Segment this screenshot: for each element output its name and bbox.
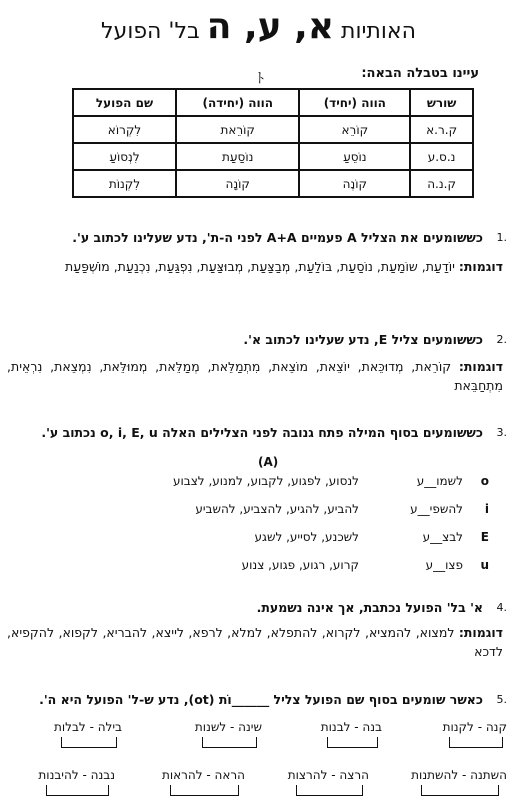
vowel-pattern: לשמו__ע <box>416 474 463 488</box>
examples-text: יוֹדַעַת, שוֹמַעַת, נוֹסַעַת, בּוֹלַעַת, מְבַצַּעַת, מְבוּצַּעַת, נִפְגַּעַת, נִכְנַעַת, מוֹשְׁפַּעַת <box>65 259 455 274</box>
examples-label: דוגמות: <box>458 625 503 640</box>
rule-item-4 <box>7 598 507 661</box>
examples-text: למצוא, להמציא, לקרוא, להתפלא, למלא, לרפא, לייצא, להבריא, לקפוא, להקפיא, לדכא <box>7 625 503 659</box>
table-header: הווה (יחיד) <box>299 89 410 116</box>
bracket-mark <box>46 785 109 796</box>
bracket-mark <box>61 737 117 748</box>
pair-text: הרצה - להרצות <box>287 768 369 782</box>
vowel-words: לשכנע, לסייע, לשגע <box>254 530 359 544</box>
title-post: בל' הפועל <box>101 19 200 44</box>
intro-text: עיינו בטבלה הבאה: <box>361 66 479 81</box>
table-cell: לִקְרוֹא <box>73 116 176 143</box>
table-header: הווה (יחידה) <box>176 89 299 116</box>
table-cell: ק.נ.ה <box>410 170 473 197</box>
vowel-pattern: להשפי__ע <box>410 502 463 516</box>
pair-text: בנה - לבנות <box>320 720 382 734</box>
examples <box>7 257 503 276</box>
item-number: 4. <box>496 601 507 614</box>
table-cell: נוֹסַעַת <box>176 143 299 170</box>
vowel-words: להביע, להגיע, להצביע, להשביע <box>195 502 359 516</box>
rule-text: כששומעים צליל E, נדע שעלינו לכתוב א'. <box>243 332 483 347</box>
vowel-pattern: לבצ__ע <box>422 530 463 544</box>
item-number: 1. <box>496 231 507 244</box>
table-cell: נוֹסֵעַ <box>299 143 410 170</box>
pair-text: בילה - לבלות <box>54 720 122 734</box>
pair-text: קנה - לקנות <box>442 720 507 734</box>
title-letters: א, ע, ה <box>206 6 335 47</box>
bracket-mark <box>170 785 238 796</box>
pair-text: השתנה - להשתנות <box>411 768 507 782</box>
examples-text: קוֹרֵאת, מְדוּכֵּאת, יוֹצֵאת, מוֹצֵאת, מִתְמַלֵּאת, מְמַלֵּאת, מְמוּלֵּאת, נִמְצֵאת, נִרְאֵית, מִתְחַבֵּאת <box>7 359 503 393</box>
rule-text: א' בל' הפועל נכתבת, אך אינה נשמעת. <box>256 600 483 615</box>
pair-text: שינה - לשנות <box>194 720 262 734</box>
rule-item-3 <box>7 423 507 442</box>
vowel-words: קרוע, רגוע, פגוע, צנוע <box>241 558 359 572</box>
examples-label: דוגמות: <box>458 259 503 274</box>
rule-item-2 <box>7 330 507 395</box>
table-cell: קוֹנֶה <box>299 170 410 197</box>
vowel-letter: E <box>480 530 489 544</box>
verb-pair <box>54 720 122 734</box>
table-row <box>73 143 473 170</box>
verb-pair <box>443 720 507 734</box>
pair-text: הראה - להראות <box>161 768 245 782</box>
item-number: 3. <box>496 426 507 439</box>
vowel-letter: u <box>480 558 489 572</box>
bracket-mark <box>327 737 378 748</box>
examples <box>7 357 503 395</box>
item-number: 5. <box>496 693 507 706</box>
table-cell: לִנְסוֹעַ <box>73 143 176 170</box>
bracket-mark <box>202 737 258 748</box>
rule-text: כששומעים את הצליל A פעמיים A+A לפני ה-ת', נדע שעלינו לכתוב ע'. <box>72 230 483 245</box>
vowel-words: לנסוע, לפגוע, לקבוע, למנוע, לצבוע <box>172 474 359 488</box>
rule-text: כששומעים בסוף המילה פתח גנובה לפני הצלילים האלה o, i, E, u נכתוב ע'. <box>41 425 483 440</box>
table-header-row <box>73 89 473 116</box>
verb-pair <box>288 768 369 782</box>
table-cell: קוֹנָה <box>176 170 299 197</box>
vowel-letter: i <box>484 502 489 516</box>
table-row <box>73 116 473 143</box>
vowel-pattern: פצו__ע <box>425 558 463 572</box>
table-cell: קוֹרֵאת <box>176 116 299 143</box>
examples-label: דוגמות: <box>458 359 503 374</box>
bracket-mark <box>449 737 503 748</box>
table-cell: ק.ר.א <box>410 116 473 143</box>
table-cell: נ.ס.ע <box>410 143 473 170</box>
item-number: 2. <box>496 333 507 346</box>
verb-pair <box>162 768 245 782</box>
title-pre: האותיות <box>341 19 416 44</box>
rule-item-5 <box>7 690 507 709</box>
rule-item-1 <box>7 228 507 276</box>
verb-pair <box>321 720 382 734</box>
verb-pair <box>195 720 262 734</box>
rule-text: כאשר שומעים בסוף שם הפועל צליל ______וֹת (ot), נדע ש-ל' הפועל היא ה'. <box>39 692 483 707</box>
vowel-letter: o <box>480 474 489 488</box>
roots-table <box>72 88 474 198</box>
verb-pair <box>411 768 507 782</box>
pen-mark: ﾄ <box>257 71 264 87</box>
verb-pair <box>38 768 115 782</box>
bracket-mark <box>421 785 500 796</box>
table-header: שם הפועל <box>73 89 176 116</box>
table-cell: לִקְנוֹת <box>73 170 176 197</box>
examples <box>7 623 503 661</box>
bracket-mark <box>296 785 363 796</box>
table-cell: קוֹרֵא <box>299 116 410 143</box>
table-row <box>73 170 473 197</box>
table-header: שורש <box>410 89 473 116</box>
a-label: (A) <box>258 455 279 469</box>
pair-text: נבנה - להיבנות <box>38 768 115 782</box>
page-title <box>0 6 517 47</box>
